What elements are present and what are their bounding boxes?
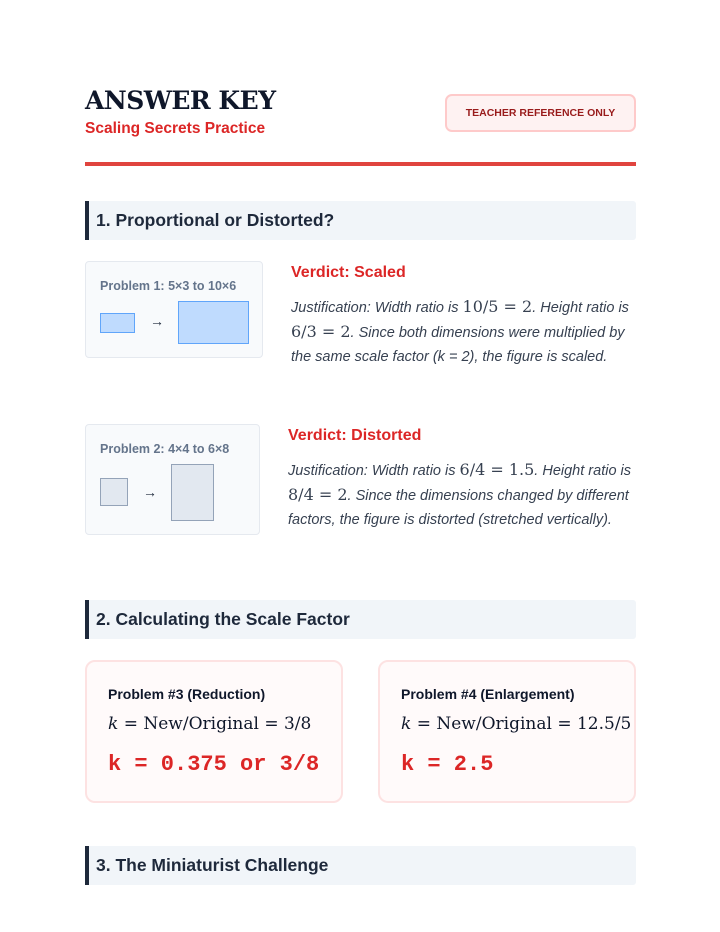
problem-2-verdict: Verdict: Distorted bbox=[288, 427, 422, 444]
header-divider bbox=[85, 162, 636, 166]
page-subtitle: Scaling Secrets Practice bbox=[85, 120, 266, 137]
problem-1-justification: Justification: Width ratio is 10/5 = 2. Height ratio is 6/3 = 2. Since both dimensions were multiplied by the same scale factor (k = 2), the figure is scaled. bbox=[291, 297, 629, 365]
problem-2-figure-label: Problem 2: 4×4 to 6×8 bbox=[100, 442, 230, 456]
section-1-heading: 1. Proportional or Distorted? bbox=[85, 201, 636, 240]
original-square bbox=[100, 478, 128, 506]
page-header bbox=[85, 86, 636, 166]
teacher-reference-badge: TEACHER REFERENCE ONLY bbox=[445, 94, 636, 132]
scaled-rectangle bbox=[178, 301, 249, 344]
problem-3-answer: k = 0.375 or 3/8 bbox=[108, 752, 320, 777]
arrow-right-icon: → bbox=[143, 484, 157, 500]
problem-1-figure bbox=[85, 261, 263, 358]
problem-3-card bbox=[85, 660, 343, 803]
distorted-rectangle bbox=[171, 464, 214, 521]
arrow-right-icon: → bbox=[150, 313, 164, 329]
page-title: ANSWER KEY bbox=[85, 86, 276, 115]
problem-4-title: Problem #4 (Enlargement) bbox=[401, 686, 575, 702]
section-3-heading: 3. The Miniaturist Challenge bbox=[85, 846, 636, 885]
problem-1-figure-label: Problem 1: 5×3 to 10×6 bbox=[100, 279, 237, 293]
problem-4-card bbox=[378, 660, 636, 803]
height-ratio-math: 6/3 = 2 bbox=[291, 322, 351, 341]
height-ratio-math: 8/4 = 2 bbox=[288, 485, 348, 504]
problem-4-answer: k = 2.5 bbox=[401, 752, 494, 777]
problem-2-figure bbox=[85, 424, 260, 535]
problem-3-formula: k = New/Original = 3/8 bbox=[108, 714, 312, 734]
width-ratio-math: 6/4 = 1.5 bbox=[459, 460, 535, 479]
original-rectangle bbox=[100, 313, 135, 333]
problem-4-formula: k = New/Original = 12.5/5 bbox=[401, 714, 632, 734]
problem-2-justification: Justification: Width ratio is 6/4 = 1.5. Height ratio is 8/4 = 2. Since the dimensions changed by different factors, the figure is distorted (stretched vertically). bbox=[288, 460, 632, 528]
problem-3-title: Problem #3 (Reduction) bbox=[108, 686, 266, 702]
width-ratio-math: 10/5 = 2 bbox=[462, 297, 533, 316]
section-2-heading: 2. Calculating the Scale Factor bbox=[85, 600, 636, 639]
problem-1-verdict: Verdict: Scaled bbox=[291, 264, 406, 281]
